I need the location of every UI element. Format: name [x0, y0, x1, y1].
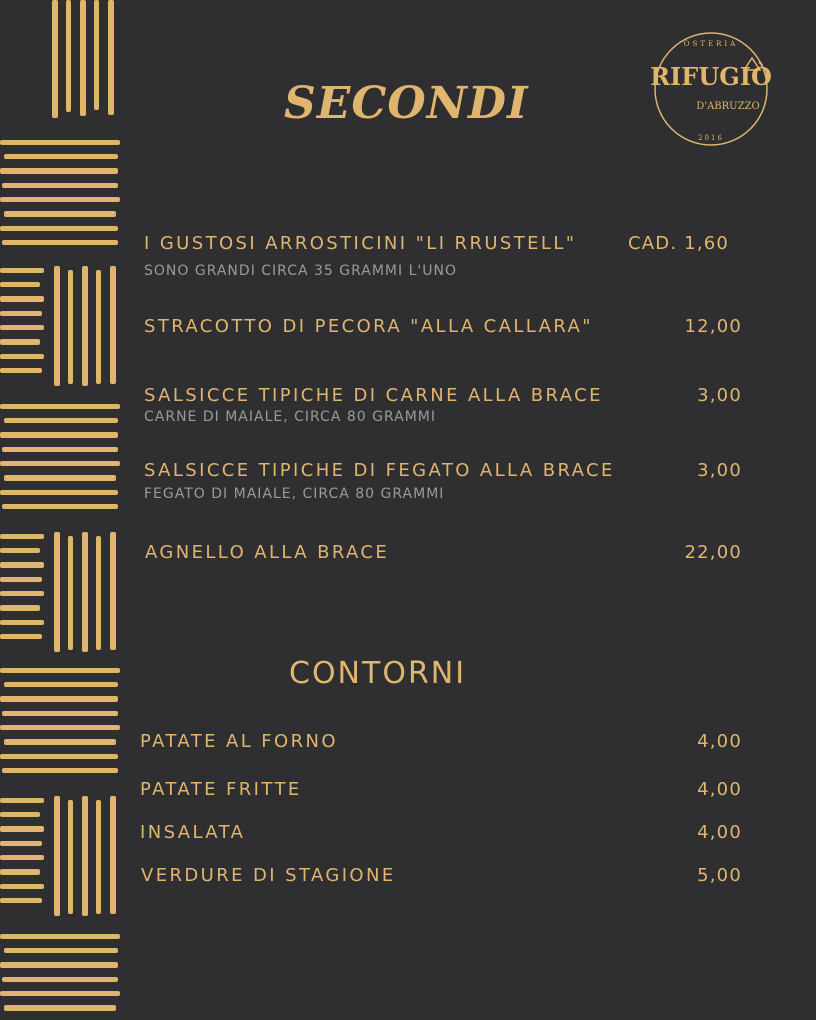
- restaurant-logo: [648, 30, 774, 148]
- menu-item-price: 4,00: [697, 822, 742, 843]
- logo-name: RIFUGIÒ: [650, 62, 772, 91]
- menu-item-description: SONO GRANDI CIRCA 35 GRAMMI L'UNO: [144, 263, 457, 279]
- menu-item-description: CARNE DI MAIALE, CIRCA 80 GRAMMI: [144, 409, 436, 425]
- menu-item-price: 3,00: [697, 385, 742, 406]
- menu-item-name: SALSICCE TIPICHE DI CARNE ALLA BRACE: [144, 385, 603, 406]
- menu-item-price: 3,00: [697, 460, 742, 481]
- menu-item-price: 12,00: [684, 316, 742, 337]
- menu-item-price: 5,00: [697, 865, 742, 886]
- logo-sub: D'ABRUZZO: [696, 101, 760, 112]
- section-title-secondi: SECONDI: [284, 78, 529, 129]
- menu-item-name: AGNELLO ALLA BRACE: [145, 542, 390, 563]
- decorative-pattern: [0, 0, 124, 1020]
- menu-item-name: I GUSTOSI ARROSTICINI "LI RRUSTELL": [144, 233, 577, 254]
- menu-item-name: VERDURE DI STAGIONE: [141, 865, 396, 886]
- menu-item-price: 4,00: [697, 779, 742, 800]
- menu-item-name: PATATE AL FORNO: [140, 731, 338, 752]
- menu-item-name: SALSICCE TIPICHE DI FEGATO ALLA BRACE: [144, 460, 615, 481]
- menu-item-price: CAD. 1,60: [628, 233, 730, 254]
- logo-top-text: OSTERIA: [683, 40, 739, 48]
- menu-item-name: STRACOTTO DI PECORA "ALLA CALLARA": [144, 316, 593, 337]
- menu-item-name: PATATE FRITTE: [140, 779, 302, 800]
- section-title-contorni: CONTORNI: [289, 656, 467, 691]
- menu-item-price: 22,00: [684, 542, 742, 563]
- menu-item-name: INSALATA: [140, 822, 246, 843]
- logo-year: 2016: [698, 134, 724, 142]
- menu-item-description: FEGATO DI MAIALE, CIRCA 80 GRAMMI: [144, 486, 445, 502]
- menu-item-price: 4,00: [697, 731, 742, 752]
